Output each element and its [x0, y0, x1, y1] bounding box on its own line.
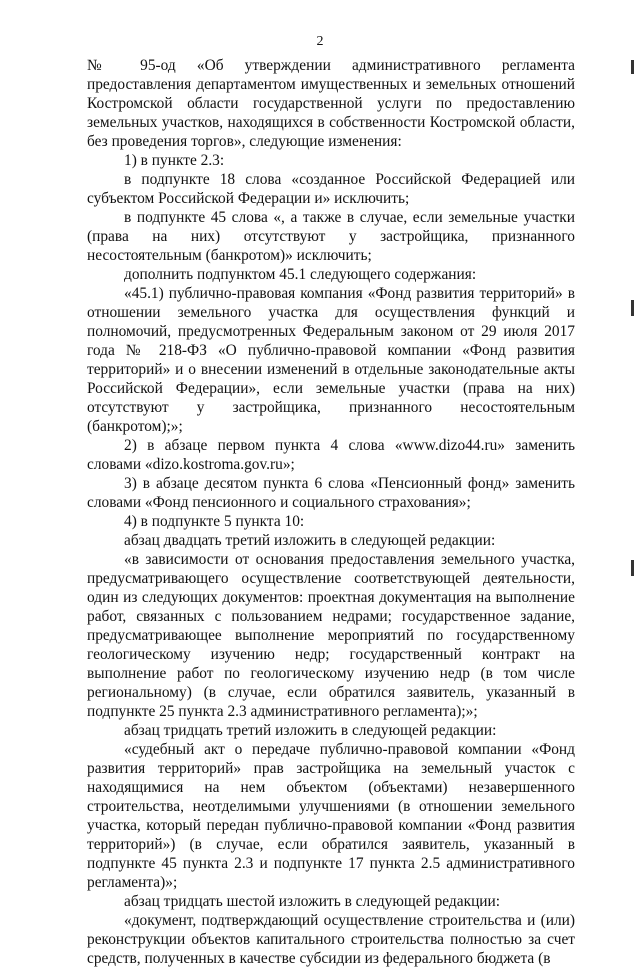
- scan-edge-mark: [631, 60, 634, 74]
- page-number: 2: [316, 34, 324, 49]
- paragraph-9: 4) в подпункте 5 пункта 10:: [124, 513, 305, 530]
- paragraph-7: 2) в абзаце первом пункта 4 слова «www.dizo44.ru» заменить словами «dizo.kostroma.gov.ru»;: [87, 437, 575, 473]
- scan-edge-mark: [631, 300, 634, 316]
- paragraph-5: дополнить подпунктом 45.1 следующего содержания:: [124, 266, 477, 283]
- paragraph-8: 3) в абзаце десятом пункта 6 слова «Пенсионный фонд» заменить словами «Фонд пенсионного и социального страхования»;: [87, 475, 575, 511]
- paragraph-14: абзац тридцать шестой изложить в следующей редакции:: [124, 893, 501, 910]
- paragraph-1: № 95-од «Об утверждении административного регламента предоставления департаментом имущественных и земельных отношений Костромской области государственной услуги по предоставлению земельных участков, находящихся в собственности Костромской области, без проведения торгов», следующие изменения:: [87, 57, 575, 150]
- paragraph-11: «в зависимости от основания предоставления земельного участка, предусматривающего осуществление соответствующей деятельности, один из следующих документов: проектная документация на выполнение работ, связанных с пользованием недрами; государственное задание, предусматривающее выполнение мероприятий по государственному геологическому изучению недр; государственный контракт на выполнение работ по геологическому изучению недр (в том числе региональному) (в случае, если обратился заявитель, указанный в подпункте 25 пункта 2.3 административного регламента);»;: [87, 551, 575, 720]
- paragraph-15: «документ, подтверждающий осуществление строительства и (или) реконструкции объектов капитального строительства полностью за счет средств, полученных в качестве субсидии из федерального бюджета (в: [87, 912, 575, 967]
- paragraph-6: «45.1) публично-правовая компания «Фонд развития территорий» в отношении земельного участка для осуществления функций и полномочий, предусмотренных Федеральным законом от 29 июля 2017 года № 218-ФЗ «О публично-правовой компании «Фонд развития территорий» и о внесении изменений в отдельные законодательные акты Российской Федерации», если земельные участки (права на них) отсутствуют у застройщика, признанного несостоятельным (банкротом);»;: [87, 285, 575, 435]
- scan-edge-mark: [631, 560, 634, 576]
- document-body: [87, 56, 575, 968]
- paragraph-10: абзац двадцать третий изложить в следующей редакции:: [124, 532, 496, 549]
- paragraph-3: в подпункте 18 слова «созданное Российской Федерацией или субъектом Российской Федерации и» исключить;: [87, 171, 575, 207]
- paragraph-2: 1) в пункте 2.3:: [124, 152, 225, 169]
- paragraph-13: «судебный акт о передаче публично-правовой компании «Фонд развития территорий» прав застройщика на земельный участок с находящимися на нем объектом (объектами) незавершенного строительства, неотделимыми улучшениями (в отношении земельного участка, который передан публично-правовой компании «Фонд развития территорий») (в случае, если обратился заявитель, указанный в подпункте 45 пункта 2.3 и подпункте 17 пункта 2.5 административного регламента)»;: [87, 741, 575, 891]
- paragraph-4: в подпункте 45 слова «, а также в случае, если земельные участки (права на них) отсутствуют у застройщика, признанного несостоятельным (банкротом)» исключить;: [87, 209, 575, 264]
- paragraph-12: абзац тридцать третий изложить в следующей редакции:: [124, 722, 497, 739]
